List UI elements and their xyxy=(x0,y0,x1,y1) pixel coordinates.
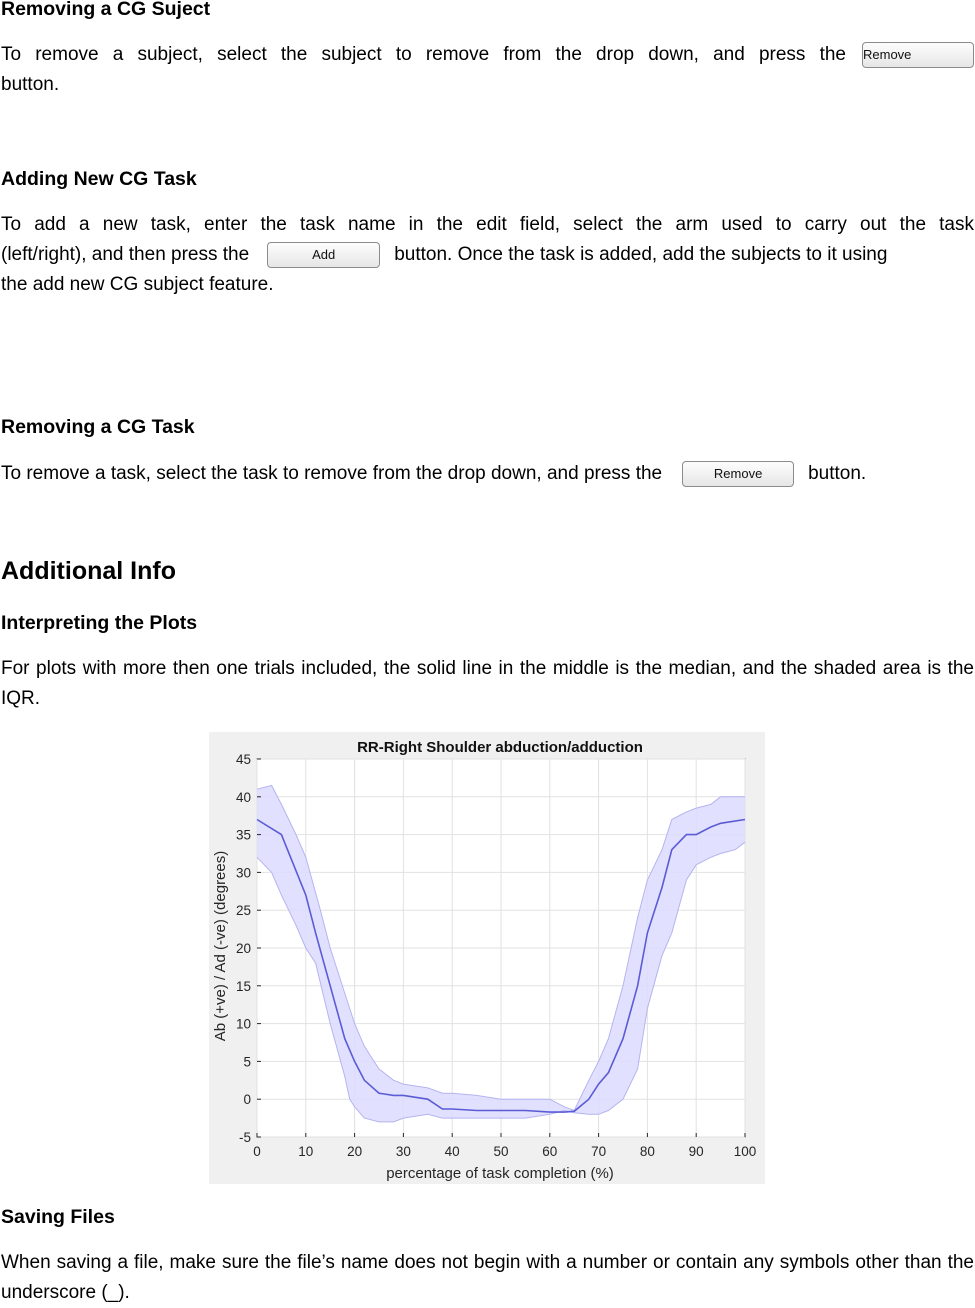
plot-figure xyxy=(209,732,765,1184)
y-tick-label: 10 xyxy=(235,1016,251,1032)
add-task-line2 xyxy=(1,240,974,270)
x-tick-label: 0 xyxy=(253,1144,261,1159)
x-tick-label: 10 xyxy=(298,1144,314,1159)
paragraph-remove-task xyxy=(1,459,974,489)
remove-subject-text: To remove a subject, select the subject to remove from the drop down, and press the xyxy=(1,44,846,65)
chart-title: RR-Right Shoulder abduction/adduction xyxy=(357,739,643,756)
heading-interpreting-plots: Interpreting the Plots xyxy=(1,612,198,634)
heading-removing-cg-task: Removing a CG Task xyxy=(1,416,195,438)
paragraph-add-task xyxy=(1,210,974,300)
remove-task-text-after: button. xyxy=(808,463,867,484)
x-tick-label: 20 xyxy=(347,1144,363,1159)
y-tick-label: 40 xyxy=(235,789,251,805)
add-task-text-line1: To add a new task, enter the task name in the edit field, select the arm used to carry out the task xyxy=(1,214,974,235)
y-tick-label: 15 xyxy=(235,978,251,994)
add-task-text-after: button. Once the task is added, add the subjects to it using xyxy=(394,244,888,265)
add-task-button[interactable]: Add xyxy=(267,242,380,268)
paragraph-remove-subject xyxy=(1,40,974,100)
y-tick-label: 0 xyxy=(243,1092,251,1108)
x-tick-label: 40 xyxy=(444,1144,460,1159)
x-tick-label: 30 xyxy=(395,1144,411,1159)
y-tick-label: 25 xyxy=(235,903,251,919)
paragraph-saving-files: When saving a file, make sure the file’s name does not begin with a number or contain any symbols other than the underscore (_). xyxy=(1,1252,974,1303)
shoulder-abduction-chart xyxy=(209,732,765,1184)
x-tick-label: 70 xyxy=(591,1144,607,1159)
add-task-text-before: (left/right), and then press the xyxy=(1,244,250,265)
heading-adding-new-cg-task: Adding New CG Task xyxy=(1,168,197,190)
y-tick-label: 35 xyxy=(235,827,251,843)
heading-removing-cg-subject: Removing a CG Suject xyxy=(1,0,211,20)
chart-x-axis-label: percentage of task completion (%) xyxy=(386,1165,614,1182)
heading-saving-files: Saving Files xyxy=(1,1206,115,1228)
heading-additional-info: Additional Info xyxy=(1,557,176,585)
remove-task-text: To remove a task, select the task to remove from the drop down, and press the xyxy=(1,463,663,484)
y-tick-label: 20 xyxy=(235,941,251,956)
remove-subject-text-after: button. xyxy=(1,74,60,95)
remove-subject-button[interactable]: Remove xyxy=(862,42,974,68)
x-tick-label: 50 xyxy=(493,1144,509,1159)
x-tick-label: 100 xyxy=(733,1144,757,1159)
chart-y-axis-label: Ab (+ve) / Ad (-ve) (degrees) xyxy=(212,850,229,1042)
paragraph-interpreting-plots: For plots with more then one trials included, the solid line in the middle is the median, and the shaded area is the IQR. xyxy=(1,658,974,709)
y-tick-label: -5 xyxy=(238,1130,251,1145)
y-tick-label: 5 xyxy=(243,1054,251,1070)
y-tick-label: 30 xyxy=(235,865,251,881)
x-tick-label: 60 xyxy=(542,1144,558,1159)
remove-task-button[interactable]: Remove xyxy=(682,461,794,487)
add-task-text-line3: the add new CG subject feature. xyxy=(1,274,274,295)
y-tick-label: 45 xyxy=(235,752,251,767)
x-tick-label: 80 xyxy=(639,1144,655,1159)
x-tick-label: 90 xyxy=(688,1144,704,1159)
